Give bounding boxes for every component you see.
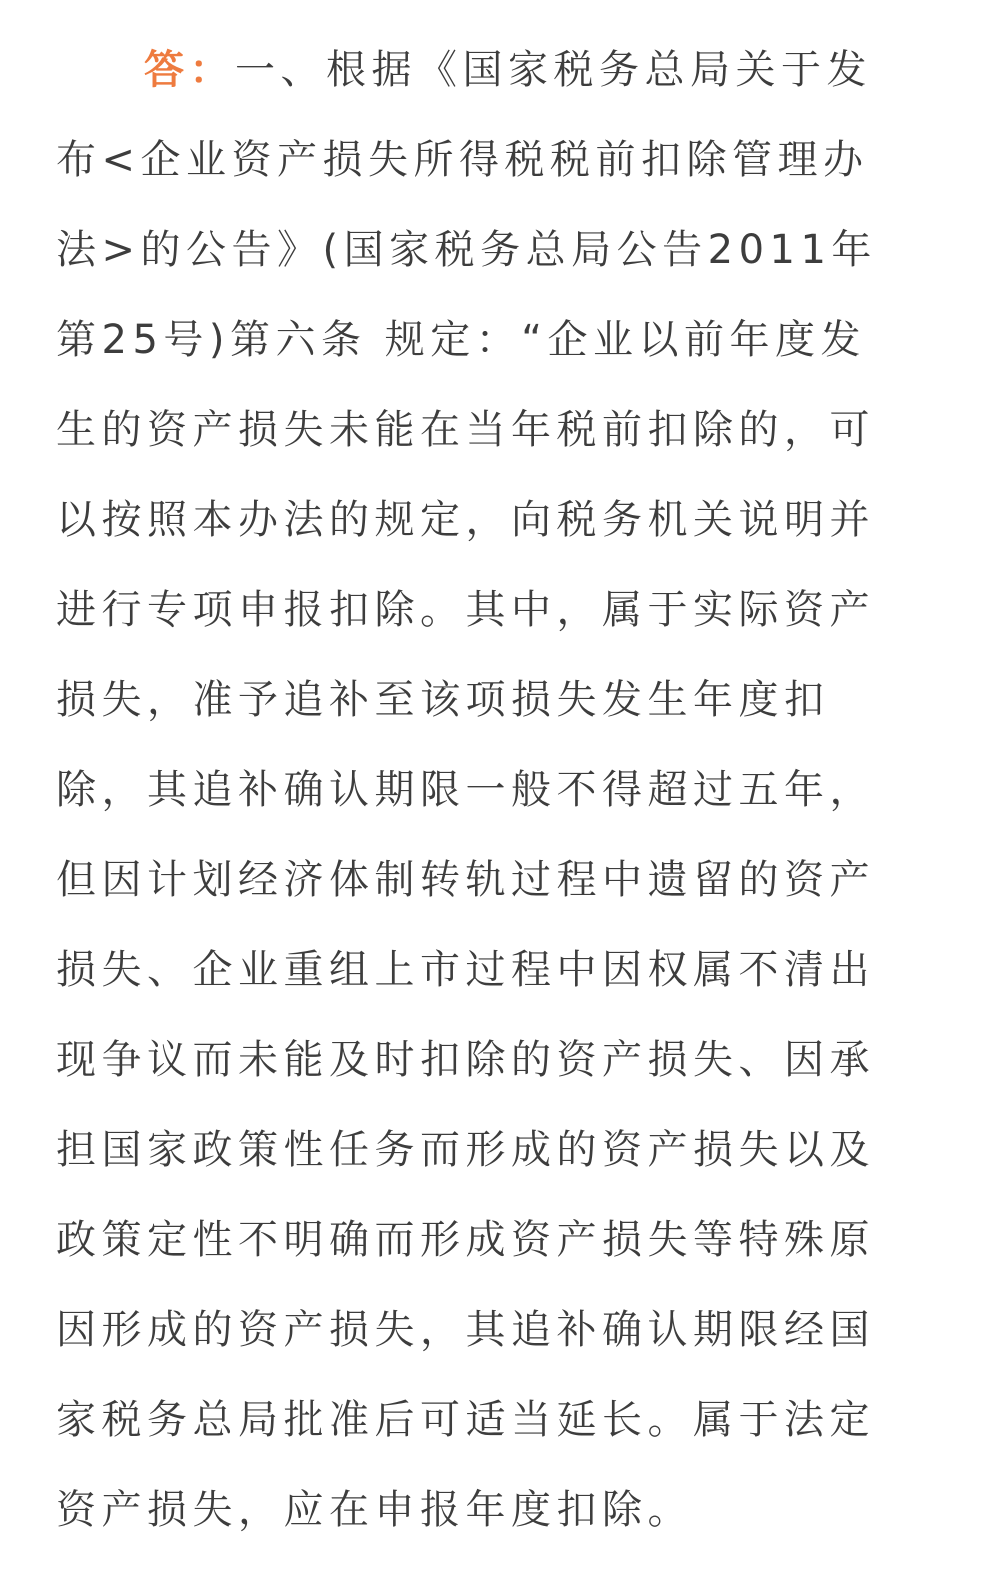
text-line: 现争议而未能及时扣除的资产损失、因承 [56,1037,875,1083]
text-line: 生的资产损失未能在当年税前扣除的，可 [56,407,875,453]
answer-label: 答： [144,47,235,93]
text-line: 进行专项申报扣除。其中，属于实际资产 [56,587,875,633]
text-line: 家税务总局批准后可适当延长。属于法定 [56,1397,875,1443]
text-line: 资产损失，应在申报年度扣除。 [56,1487,693,1533]
text-line: 因形成的资产损失，其追补确认期限经国 [56,1307,875,1353]
text-line: 但因计划经济体制转轨过程中遗留的资产 [56,857,875,903]
article-body [56,30,936,1560]
text-line: 损失，准予追补至该项损失发生年度扣 [56,677,830,723]
text-line: 布<企业资产损失所得税税前扣除管理办 [56,137,869,183]
text-line: 以按照本办法的规定，向税务机关说明并 [56,497,875,543]
text-line: 除，其追补确认期限一般不得超过五年， [56,767,875,813]
text-line [56,30,936,120]
text-line: 第25号)第六条 规定：“企业以前年度发 [56,317,866,363]
text-line: 法>的公告》(国家税务总局公告2011年 [56,227,877,273]
text-line: 政策定性不明确而形成资产损失等特殊原 [56,1217,875,1263]
text-line: 担国家政策性任务而形成的资产损失以及 [56,1127,875,1173]
text-line: 损失、企业重组上市过程中因权属不清出 [56,947,875,993]
line-text: 一、根据《国家税务总局关于发 [235,47,872,93]
